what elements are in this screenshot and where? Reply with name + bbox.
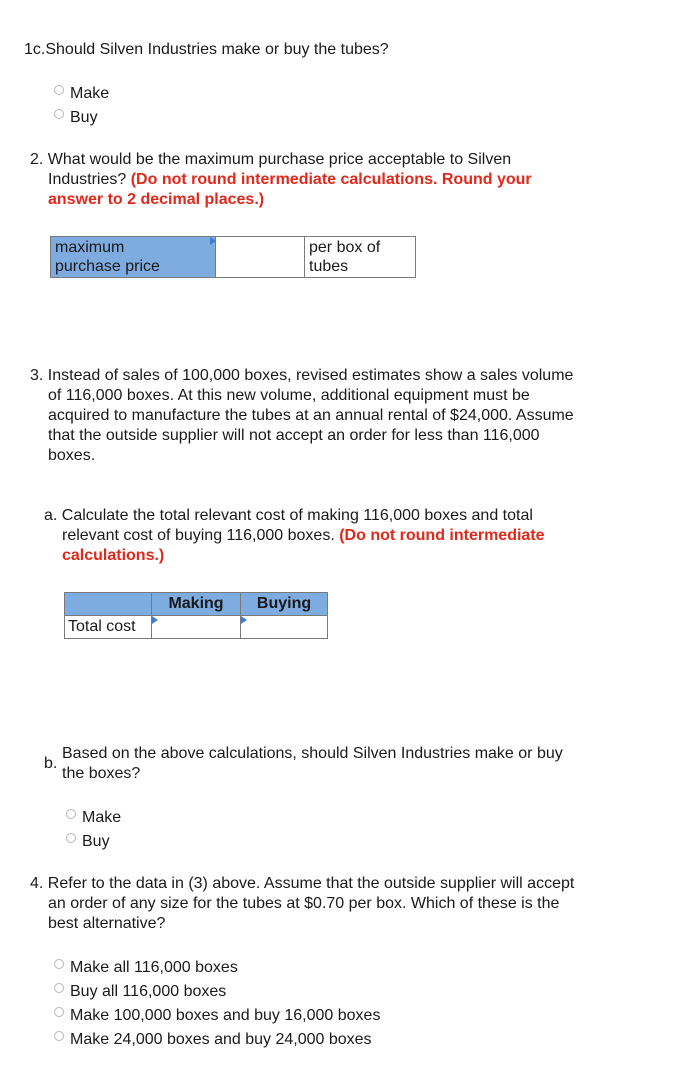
question-3-line: that the outside supplier will not accept an order for less than 116,000 xyxy=(48,427,540,444)
radio-label: Buy xyxy=(70,109,98,126)
radio-option-buy-all[interactable] xyxy=(54,981,226,1003)
radio-label: Buy xyxy=(82,833,110,850)
radio-circle-icon[interactable] xyxy=(54,959,64,969)
question-2-instruction: (Do not round intermediate calculations. Round your xyxy=(130,171,532,188)
radio-option-make[interactable] xyxy=(66,807,121,829)
radio-option-buy[interactable] xyxy=(66,831,110,853)
table-header-blank xyxy=(65,593,152,616)
max-price-table xyxy=(50,236,416,278)
radio-label: Make 24,000 boxes and buy 24,000 boxes xyxy=(70,1031,372,1048)
column-header-buying: Buying xyxy=(241,593,328,616)
radio-circle-icon[interactable] xyxy=(54,1031,64,1041)
question-4 xyxy=(30,874,574,934)
question-3a-line: a. Calculate the total relevant cost of making 116,000 boxes and total xyxy=(44,507,533,524)
making-total-cost-input[interactable] xyxy=(152,616,241,639)
question-3a-text: relevant cost of buying 116,000 boxes. xyxy=(62,527,340,544)
question-2-line xyxy=(30,170,532,190)
question-4-line: 4. Refer to the data in (3) above. Assume that the outside supplier will accept xyxy=(30,875,575,892)
radio-label: Make xyxy=(70,85,110,102)
radio-label: Make all 116,000 boxes xyxy=(70,959,238,976)
radio-label: Buy all 116,000 boxes xyxy=(70,983,227,1000)
radio-circle-icon[interactable] xyxy=(54,1007,64,1017)
question-2-instruction: answer to 2 decimal places.) xyxy=(48,191,265,208)
unit-label: tubes xyxy=(309,258,349,275)
input-marker-icon xyxy=(152,616,158,624)
radio-option-make[interactable] xyxy=(54,83,109,105)
radio-option-make-24000-buy-24000[interactable] xyxy=(54,1029,372,1051)
question-3b-line: the boxes? xyxy=(62,765,141,782)
question-3a-line xyxy=(44,526,545,546)
question-3b xyxy=(62,744,563,784)
radio-circle-icon[interactable] xyxy=(54,109,64,119)
question-4-line: best alternative? xyxy=(48,915,166,932)
radio-label: Make 100,000 boxes and buy 16,000 boxes xyxy=(70,1007,381,1024)
question-2-text: Industries? xyxy=(48,171,131,188)
question-3-line: 3. Instead of sales of 100,000 boxes, revised estimates show a sales volume xyxy=(30,367,574,384)
question-2-line: 2. What would be the maximum purchase price acceptable to Silven xyxy=(30,151,512,168)
radio-circle-icon[interactable] xyxy=(54,983,64,993)
question-3-line: of 116,000 boxes. At this new volume, additional equipment must be xyxy=(48,387,530,404)
input-marker-icon xyxy=(241,616,247,624)
column-header-making: Making xyxy=(152,593,241,616)
radio-circle-icon[interactable] xyxy=(66,833,76,843)
max-price-unit-cell xyxy=(305,237,416,278)
unit-label: per box of xyxy=(309,239,381,256)
radio-option-make-all[interactable] xyxy=(54,957,238,979)
question-3-line: acquired to manufacture the tubes at an annual rental of $24,000. Assume xyxy=(48,407,574,424)
radio-circle-icon[interactable] xyxy=(66,809,76,819)
max-price-input[interactable] xyxy=(216,237,305,278)
question-1c-text: 1c.Should Silven Industries make or buy the tubes? xyxy=(24,41,389,58)
question-3b-line: Based on the above calculations, should Silven Industries make or buy xyxy=(62,745,563,762)
question-3a-instruction: (Do not round intermediate xyxy=(339,527,545,544)
radio-option-buy[interactable] xyxy=(54,107,98,129)
question-4-line: an order of any size for the tubes at $0.70 per box. Which of these is the xyxy=(48,895,560,912)
question-3a-instruction: calculations.) xyxy=(62,547,165,564)
question-3-line: boxes. xyxy=(48,447,96,464)
max-price-label: purchase price xyxy=(55,258,160,275)
total-cost-table xyxy=(64,592,328,639)
question-3 xyxy=(30,366,574,466)
max-price-label-cell xyxy=(51,237,216,278)
buying-total-cost-input[interactable] xyxy=(241,616,328,639)
radio-option-make-100000-buy-16000[interactable] xyxy=(54,1005,380,1027)
question-3b-marker: b. xyxy=(44,755,58,772)
radio-label: Make xyxy=(82,809,122,826)
question-2 xyxy=(30,150,532,210)
radio-circle-icon[interactable] xyxy=(54,85,64,95)
row-label-total-cost: Total cost xyxy=(65,616,152,639)
question-3a xyxy=(44,506,545,566)
max-price-label: maximum xyxy=(55,239,125,256)
